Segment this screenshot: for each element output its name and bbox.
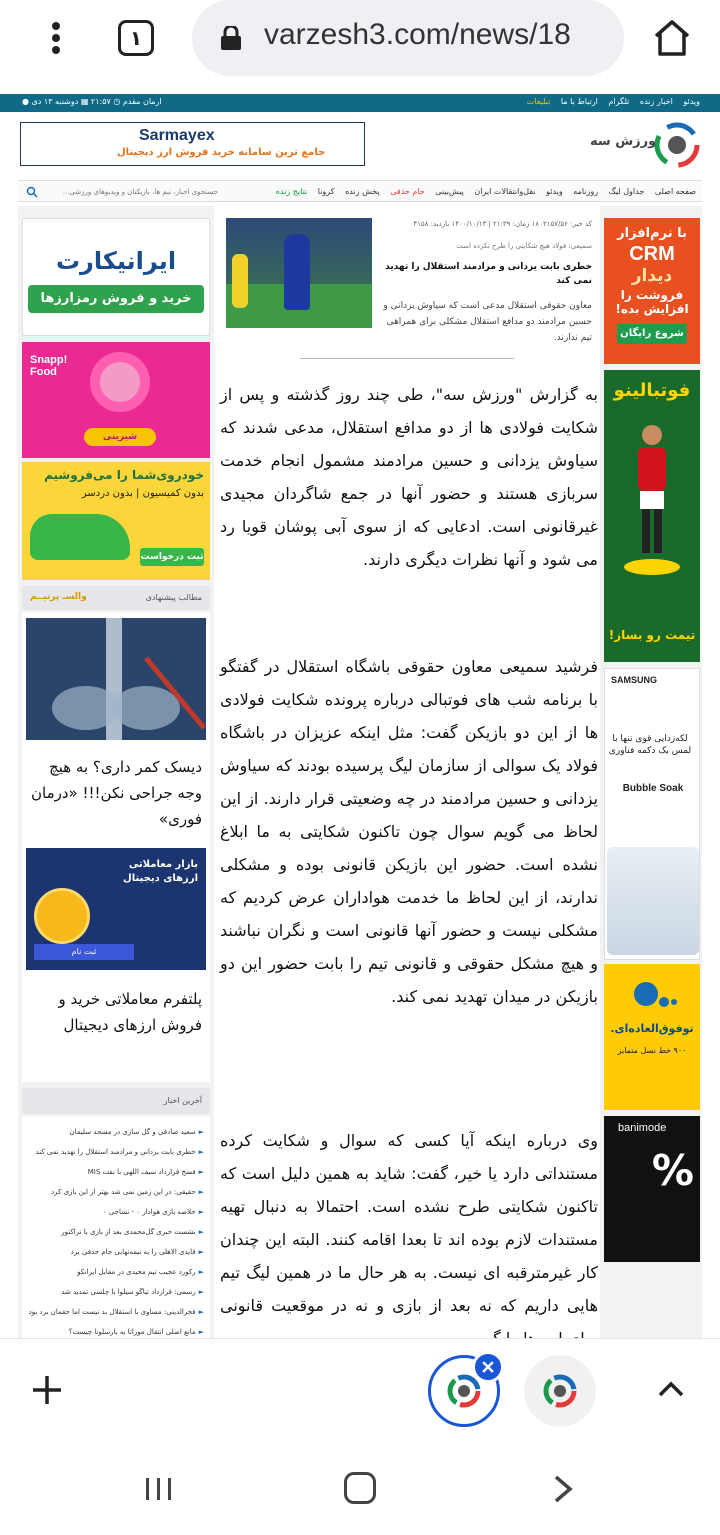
suggested-list <box>22 612 210 1082</box>
crm-ad-line4: فروشت را افزایش بده! <box>615 288 689 316</box>
nav-newspaper[interactable]: روزنامه <box>573 187 599 196</box>
donut-image <box>90 352 150 412</box>
crm-ad-line3: دیدار <box>631 266 673 286</box>
latest-news-item[interactable] <box>22 1168 204 1176</box>
samsung-ad[interactable] <box>604 668 700 960</box>
article-paragraph: وی درباره اینکه آیا کسی که سوال و شکایت کرده مستنداتی دارد یا خیر، گفت: شاید به همین دلیل است که تاکنون شکایتی طرح نشده است. احتمالا به دنبال تهیه مستندات لازم بوده اند تا بعدا اقامه کنند. البته این چندان کار غیرمترقبه ای نیست. به هر حال ما در همین لیگ تیم هایی داریم که نه بعد از بازی و نه در موقعیت قانونی <box>220 1131 598 1315</box>
latest-news-item[interactable] <box>22 1188 204 1196</box>
calendar-icon: ▦ <box>80 97 89 106</box>
latest-news-text: خلاصه بازی هوادار ۰ - نساجی ۰ <box>102 1208 196 1216</box>
article-title: خطری بابت یزدانی و مرادمند استقلال را تهدید نمی کند <box>385 262 592 286</box>
bullet-icon: ► <box>198 1308 204 1316</box>
car-image <box>30 514 130 560</box>
irancard-button[interactable]: خرید و فروش رمزارزها <box>28 285 204 313</box>
close-tab-icon[interactable] <box>472 1351 504 1383</box>
latest-news-text: سعید صادقی و گل سازی در مسجد سلیمان <box>69 1128 196 1136</box>
crypto-ad-button[interactable]: ثبت نام <box>34 944 134 960</box>
divider <box>300 358 514 359</box>
address-bar[interactable] <box>192 0 624 76</box>
site-search-input[interactable]: جستجوی اخبار، تیم ها، بازیکنان و ویدیوهای ورزشی... <box>62 188 218 196</box>
main-navbar <box>18 180 702 202</box>
footballer-image <box>622 419 682 579</box>
crm-ad[interactable] <box>604 218 700 364</box>
bullet-icon: ► <box>198 1208 204 1216</box>
bitcoin-icon <box>34 888 90 944</box>
other-tab-thumbnail[interactable] <box>524 1355 596 1427</box>
chevron-up-icon[interactable] <box>656 1375 686 1405</box>
car-ad[interactable] <box>22 462 210 580</box>
washing-machine-image <box>607 847 699 955</box>
nav-cup[interactable]: جام حذفی <box>390 187 425 196</box>
webpage <box>0 88 720 1338</box>
article-paragraph: به گزارش "ورزش سه"، طی چند روز گذشته و پس از شکایت فولادی ها از دو مدافع استقلال، مدعی شدند که سیاوش یزدانی و حسین مرادمند مشمول انجام خدمت سربازی هستند و حضور آنها در جمع شاگردان مجیدی غیرقانونی است. ادعایی که از سوی آبی پوشان قویا رد می شود و آنها نظرات دیگری دارند. <box>220 385 598 569</box>
car-ad-line2: بدون کمیسیون | بدون دردسر <box>81 488 204 499</box>
sarmayex-banner[interactable] <box>20 122 365 166</box>
mtn-ad[interactable] <box>604 964 700 1110</box>
search-icon[interactable] <box>26 186 38 198</box>
latest-news-item[interactable] <box>22 1308 204 1316</box>
article-meta: کد خبر: ۱۸۰۲۱۵۷/۵۶ زمان: ۲۱:۳۹ | ۱۴۰۰/۱۰/۱۳ بازدید: ۴۱۵۸ <box>413 220 592 228</box>
bullet-icon: ► <box>198 1168 204 1176</box>
latest-news-text: فخرالدینی: مساوی با استقلال بد نیست اما حقمان برد بود <box>28 1308 196 1316</box>
article <box>214 206 600 1338</box>
nav-transfers[interactable]: نقل‌وانتقالات ایران <box>474 187 536 196</box>
suggested-title: مطالب پیشنهادی <box>145 593 202 602</box>
latest-news-item[interactable] <box>22 1328 204 1336</box>
recent-apps-icon[interactable] <box>144 1474 174 1504</box>
article-summary: معاون حقوقی استقلال مدعی است که سیاوش یزدانی و حسین مرادمند دو مدافع استقلال مشکلی برای همراهی تیم ندارند. <box>383 301 592 343</box>
bullet-icon: ► <box>198 1288 204 1296</box>
car-ad-line1: خودروی‌شما را می‌فروشیم <box>44 468 204 482</box>
latest-news-item[interactable] <box>22 1228 204 1236</box>
suggested-brand: والسـ پرنیــم <box>30 592 87 602</box>
tab-switcher-button[interactable]: ۱ <box>118 20 154 56</box>
latest-news-item[interactable] <box>22 1288 204 1296</box>
home-button-icon[interactable] <box>344 1472 376 1504</box>
top-strip-links <box>519 97 700 106</box>
home-icon[interactable] <box>650 16 694 60</box>
top-link-telegram[interactable]: تلگرام <box>608 97 630 106</box>
latest-news-text: قایدی الاهلی را به نیمه‌نهایی جام حذفی برد <box>70 1248 196 1256</box>
date-text: دوشنبه ۱۳ دی <box>31 97 79 106</box>
crm-ad-line2: CRM <box>629 243 675 265</box>
nav-league-tables[interactable]: جداول لیگ <box>608 187 645 196</box>
bullet-icon: ► <box>198 1268 204 1276</box>
site-logo[interactable] <box>590 122 700 168</box>
xray-image[interactable] <box>26 618 206 740</box>
user-name[interactable]: ارمان مقدم <box>122 97 162 106</box>
article-subtitle: سمیعی: فولاد هیچ شکایتی را طرح نکرده است <box>456 242 592 250</box>
latest-news-item[interactable] <box>22 1148 204 1156</box>
banimode-percent: % <box>651 1146 694 1195</box>
latest-news-list <box>22 1116 210 1346</box>
irancard-ad[interactable] <box>22 218 210 336</box>
clock-icon: ◷ <box>113 97 121 106</box>
menu-kebab-icon[interactable] <box>40 18 72 58</box>
mtn-bubbles-icon <box>628 974 678 1014</box>
bullet-icon: ► <box>198 1228 204 1236</box>
latest-news-text: نشست خبری گل‌محمدی بعد از بازی با تراکتور <box>61 1228 196 1236</box>
article-paragraph: فرشید سمیعی معاون حقوقی باشگاه استقلال در گفتگو با برنامه شب های فوتبالی درباره پرونده شکایت فولادی ها از این دو بازیکن گفت: مثل اینکه عزیزان در باشگاه فولاد یک سوالی از سازمان لیگ پرسیده بودند که سیاوش یزدانی و حسین مرادمند در چه وضعیتی قرار دارند. از این لحاظ می گویم سوال چون تاکنون شکایتی به ما ابلاغ نشده است. حضور این بازیکن قانونی بوده و مشکلی ندارند، از این لحاظ ما خدمت هواداران عرض کردیم که مشکلی نیست و حضور آنها قانونی است و نگران نباشند و هیچ مشکل حقوقی و قانونی تیم را بابت حضور این دو بازیکن در میدان تهدید نمی کند. <box>220 657 598 1006</box>
bullet-icon: ► <box>198 1148 204 1156</box>
back-icon[interactable] <box>550 1474 574 1504</box>
bullet-icon: ► <box>198 1248 204 1256</box>
footballino-cta[interactable]: تیمت رو بساز! <box>608 628 696 642</box>
content-area <box>18 206 702 1338</box>
top-strip <box>0 94 720 112</box>
top-link-ads[interactable]: تبلیغات <box>526 97 551 106</box>
nav-live-results[interactable]: نتایج زنده <box>275 187 308 196</box>
latest-news-item[interactable] <box>22 1208 204 1216</box>
crypto-ad[interactable] <box>26 848 206 970</box>
crm-ad-button[interactable]: شروع رایگان <box>617 324 687 344</box>
latest-news-item[interactable] <box>22 1268 204 1276</box>
system-navbar <box>0 1440 720 1535</box>
latest-news-text: خطری بابت یزدانی و مرادمند استقلال را تهدید نمی کند <box>35 1148 196 1156</box>
latest-news-title: آخرین اخبار <box>163 1096 202 1105</box>
latest-news-item[interactable] <box>22 1248 204 1256</box>
irancard-name: ایرانیکارت <box>55 247 177 275</box>
latest-news-text: رکورد عجیب تیم مجیدی در مقابل ایرانکو <box>77 1268 196 1276</box>
header-row <box>0 114 720 176</box>
new-tab-icon[interactable] <box>30 1373 64 1407</box>
suggested-item-1[interactable]: دیسک کمر داری؟ به هیچ وجه جراحی نکن!!! «درمان فوری» <box>31 758 202 828</box>
mtn-sub: ۹۰۰ خط نسل متمایز <box>617 1046 687 1055</box>
site-logo-name: ورزش سه <box>590 134 657 149</box>
crm-ad-line1: با نرم‌افزار <box>617 226 687 241</box>
samsung-text: لکه‌زدایی قوی تنها با لمس یک دکمه فناوری <box>608 734 692 756</box>
samsung-brand: SAMSUNG <box>611 675 658 685</box>
tab-strip <box>0 1338 720 1440</box>
top-link-live[interactable]: اخبار زنده <box>639 97 673 106</box>
time-text: ۲۱:۵۷ <box>90 97 111 106</box>
latest-news-header <box>22 1088 210 1114</box>
crypto-ad-title: بازار معاملاتی ارزهای دیجیتال <box>123 859 198 884</box>
bullet-icon: ► <box>198 1328 204 1336</box>
nav-video[interactable]: ویدئو <box>546 187 563 196</box>
user-icon[interactable]: ● <box>22 97 29 106</box>
samsung-product: Bubble Soak <box>622 783 684 794</box>
latest-news-text: مانع اصلی انتقال موراتا به بارسلونا چیست؟ <box>68 1328 196 1336</box>
bullet-icon: ► <box>198 1128 204 1136</box>
url-text: varzesh3.com/news/18 <box>264 18 571 51</box>
nav-corona[interactable]: کرونا <box>317 187 335 196</box>
footballino-title: فوتبالینو <box>613 380 691 401</box>
suggested-item-2[interactable]: پلتفرم معاملاتی خرید و فروش ارزهای دیجیتال <box>58 990 202 1034</box>
bullet-icon: ► <box>198 1188 204 1196</box>
latest-news-text: رسمی: قرارداد تیاگو سیلوا با چلسی تمدید شد <box>61 1288 196 1296</box>
sarmayex-tagline: جامع ترین سامانه خرید فروش ارز دیجیتال <box>117 147 326 158</box>
banimode-ad[interactable] <box>604 1116 700 1262</box>
snappfood-button[interactable]: شیرینی <box>84 428 156 446</box>
nav-predict[interactable]: پیش‌بینی <box>435 187 464 196</box>
car-ad-button[interactable]: ثبت درخواست <box>140 548 204 566</box>
sarmayex-brand: Sarmayex <box>139 127 215 144</box>
latest-news-item[interactable] <box>22 1128 204 1136</box>
article-photo[interactable] <box>226 218 372 328</box>
nav-items <box>268 187 696 196</box>
suggested-header <box>22 586 210 610</box>
top-link-contact[interactable]: ارتباط با ما <box>560 97 598 106</box>
mtn-title: توفوق‌العاده‌ای. <box>610 1022 694 1035</box>
top-strip-info <box>22 97 162 106</box>
banimode-brand: banimode <box>618 1122 667 1134</box>
nav-home[interactable]: صفحه اصلی <box>654 187 696 196</box>
footballino-ad[interactable] <box>604 370 700 662</box>
snappfood-ad[interactable] <box>22 342 210 458</box>
varzesh3-logo-icon <box>654 122 700 168</box>
nav-live-stream[interactable]: پخش زنده <box>345 187 380 196</box>
lock-icon <box>220 26 242 50</box>
snappfood-brand: Snapp! Food <box>30 354 68 378</box>
top-link-video[interactable]: ویدئو <box>683 97 700 106</box>
latest-news-text: فسخ قرارداد سیف اللهی با نفت MIS <box>87 1168 196 1176</box>
browser-toolbar <box>0 0 720 88</box>
latest-news-text: حقیقی: در این زمین نمی شد بهتر از این بازی کرد <box>51 1188 196 1196</box>
varzesh3-favicon-icon <box>524 1355 596 1427</box>
